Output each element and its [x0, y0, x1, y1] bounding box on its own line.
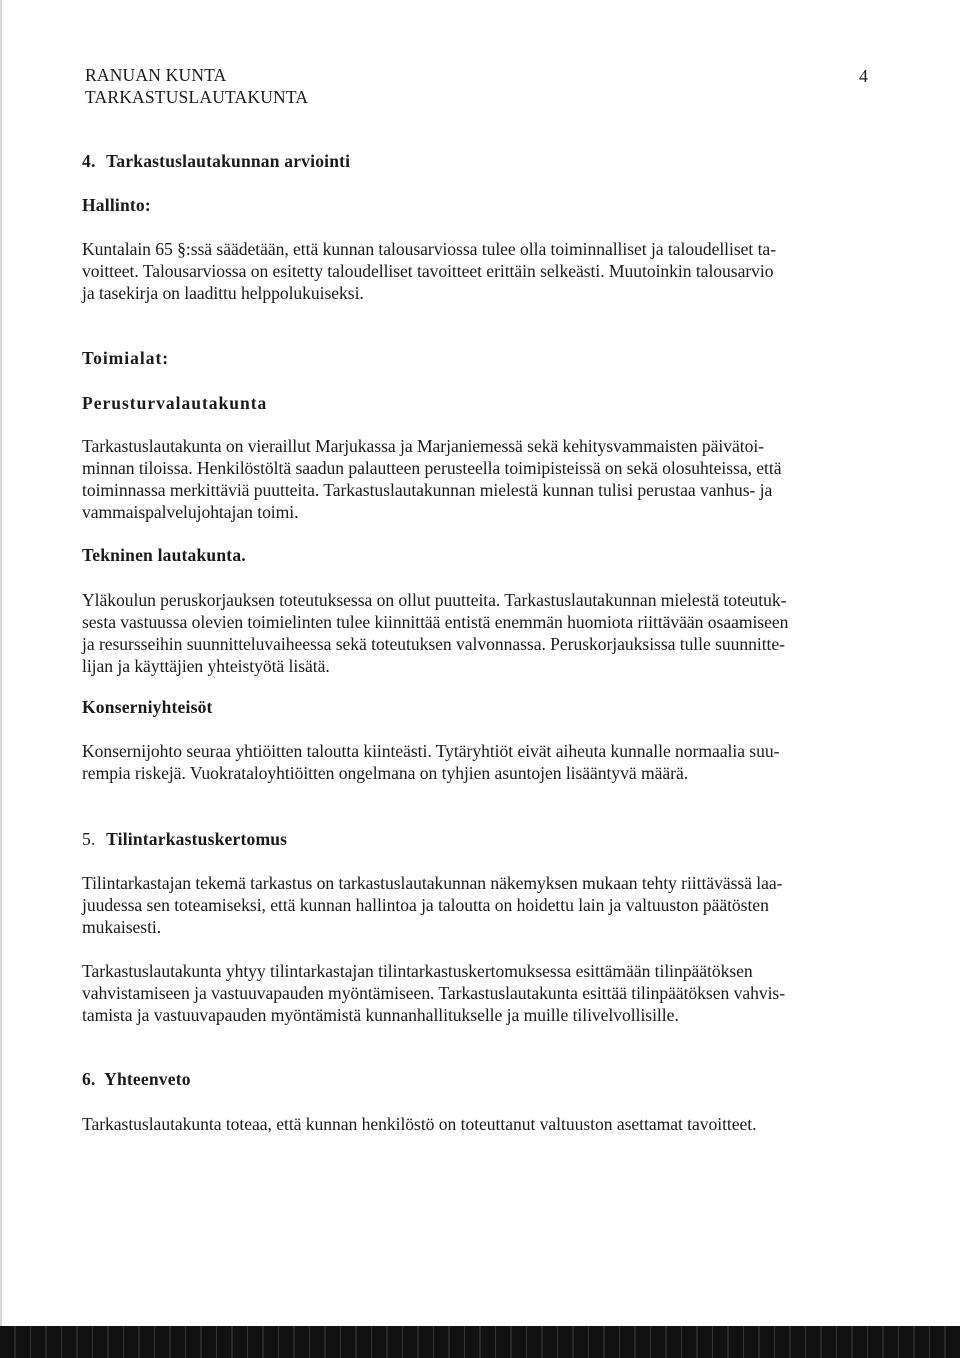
- perusturva-heading: Perusturvalautakunta: [82, 393, 268, 413]
- section5-paragraph-2: [82, 960, 872, 1026]
- tekninen-paragraph: [82, 589, 872, 677]
- section5-number: 5.: [82, 829, 96, 849]
- paragraph-line: ja tasekirja on laadittu helppolukuiseksi.: [82, 283, 364, 303]
- org-name-line2: TARKASTUSLAUTAKUNTA: [85, 87, 309, 107]
- paragraph-line: juudessa sen toteamiseksi, että kunnan hallintoa ja taloutta on hoidettu lain ja valtuuston päätösten: [82, 895, 769, 915]
- paragraph-line: tamista ja vastuuvapauden myöntämistä kunnanhallitukselle ja muille tilivelvollisille.: [82, 1005, 679, 1025]
- section5-title: Tilintarkastuskertomus: [106, 829, 288, 849]
- paragraph-line: voitteet. Talousarviossa on esitetty taloudelliset tavoitteet erittäin selkeästi. Muutoinkin talousarvio: [82, 261, 774, 281]
- paragraph-line: Tarkastuslautakunta on vieraillut Marjukassa ja Marjaniemessä sekä kehitysvammaisten päivätoi-: [82, 436, 764, 456]
- org-name-line1: RANUAN KUNTA: [85, 65, 227, 85]
- paragraph-line: vammaispalvelujohtajan toimi.: [82, 502, 299, 522]
- konserni-paragraph: [82, 740, 872, 784]
- section6-title: Yhteenveto: [104, 1069, 191, 1089]
- section4-heading: [82, 150, 872, 172]
- paragraph-line: Tarkastuslautakunta toteaa, että kunnan henkilöstö on toteuttanut valtuuston asettamat tavoitteet.: [82, 1114, 757, 1134]
- scan-bottom-border: [0, 1326, 960, 1358]
- paragraph-line: Kuntalain 65 §:ssä säädetään, että kunnan talousarviossa tulee olla toiminnalliset ja taloudelliset ta-: [82, 239, 777, 259]
- section6-number: 6.: [82, 1069, 96, 1089]
- hallinto-heading: Hallinto:: [82, 195, 151, 215]
- header-organization: [85, 64, 308, 108]
- paragraph-line: toiminnassa merkittäviä puutteita. Tarkastuslautakunnan mielestä kunnan tulisi perustaa vanhus- ja: [82, 480, 773, 500]
- paragraph-line: ja resursseihin suunnitteluvaiheessa sekä toteutuksen valvonnassa. Peruskorjauksissa tulle suunnitte-: [82, 634, 785, 654]
- paragraph-line: rempia riskejä. Vuokrataloyhtiöitten ongelmana on tyhjien asuntojen lisääntyvä määrä.: [82, 763, 689, 783]
- paragraph-line: Yläkoulun peruskorjauksen toteutuksessa on ollut puutteita. Tarkastuslautakunnan mielestä toteutuk-: [82, 590, 787, 610]
- paragraph-line: mukaisesti.: [82, 917, 162, 937]
- toimialat-heading: Toimialat:: [82, 348, 170, 368]
- section6-heading: [82, 1068, 872, 1090]
- paragraph-line: lijan ja käyttäjien yhteistyötä lisätä.: [82, 656, 330, 676]
- paragraph-line: Tarkastuslautakunta yhtyy tilintarkastajan tilintarkastuskertomuksessa esittämään tilinpäätöksen: [82, 961, 753, 981]
- perusturva-paragraph: [82, 435, 872, 523]
- paragraph-line: minnan tiloissa. Henkilöstöltä saadun palautteen perusteella toimipisteissä on sekä olosuhteissa, että: [82, 458, 782, 478]
- paragraph-line: Tilintarkastajan tekemä tarkastus on tarkastuslautakunnan näkemyksen mukaan tehty riittävässä laa-: [82, 873, 783, 893]
- tekninen-heading: Tekninen lautakunta.: [82, 545, 246, 565]
- section5-heading: [82, 828, 872, 850]
- paragraph-line: sesta vastuussa olevien toimielinten tulee kiinnittää entistä enemmän huomiota riittävään osaamiseen: [82, 612, 789, 632]
- scan-edge-left: [0, 0, 2, 1326]
- section6-paragraph: [82, 1113, 872, 1135]
- paragraph-line: vahvistamiseen ja vastuuvapauden myöntämiseen. Tarkastuslautakunta esittää tilinpäätöksen vahvis-: [82, 983, 786, 1003]
- section4-number: 4.: [82, 151, 96, 171]
- konserni-heading: Konserniyhteisöt: [82, 697, 213, 717]
- paragraph-line: Konsernijohto seuraa yhtiöitten taloutta kiinteästi. Tytäryhtiöt eivät aiheuta kunnalle normaalia suu-: [82, 741, 780, 761]
- page-number: 4: [859, 66, 868, 86]
- section5-paragraph-1: [82, 872, 872, 938]
- hallinto-paragraph: [82, 238, 872, 304]
- section4-title: Tarkastuslautakunnan arviointi: [106, 151, 351, 171]
